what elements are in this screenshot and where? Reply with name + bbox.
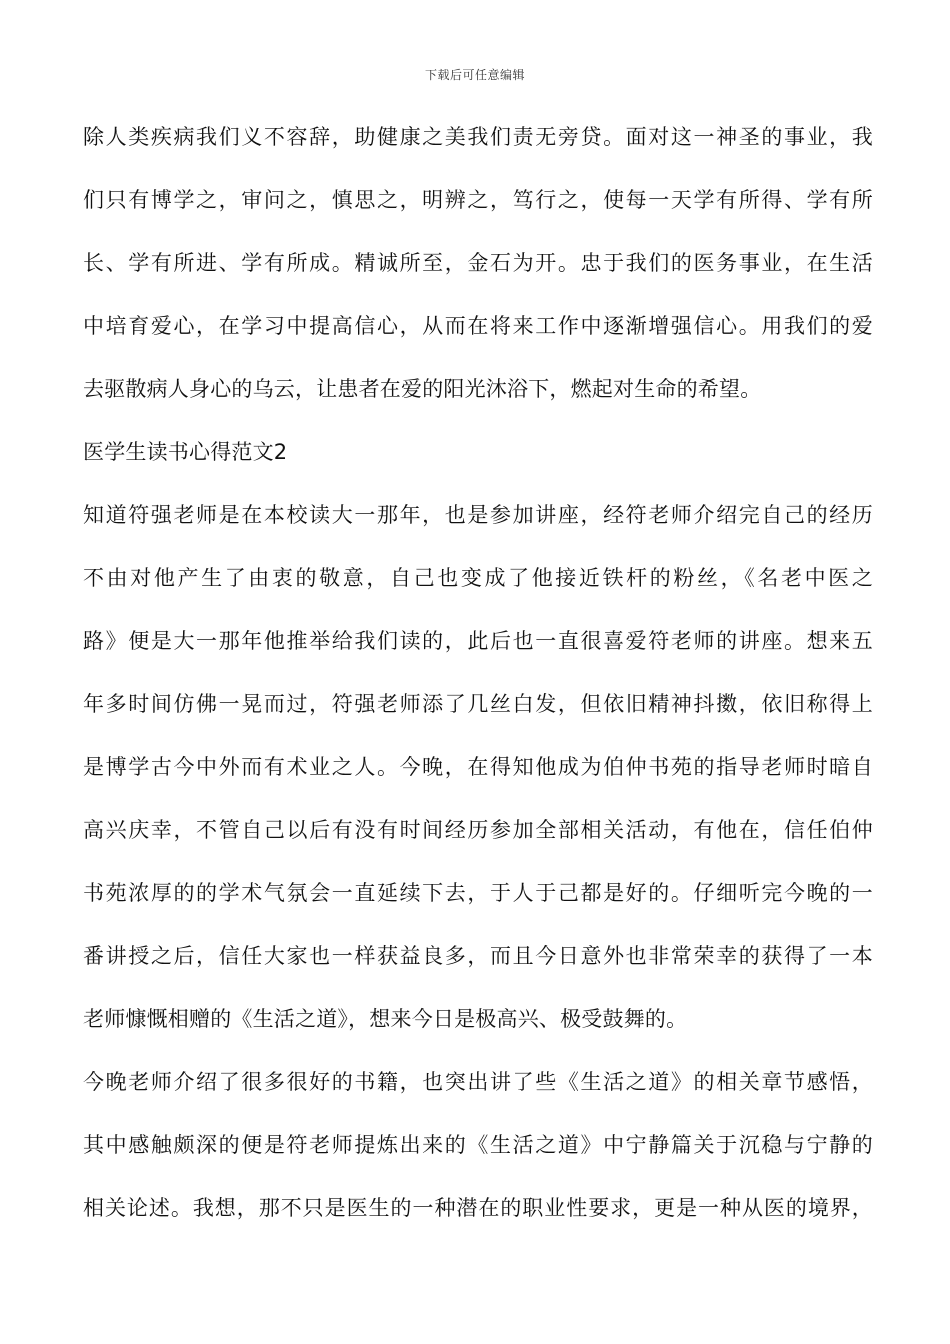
paragraph-line: 去驱散病人身心的乌云，让患者在爱的阳光沐浴下，燃起对生命的希望。 [83,377,762,401]
paragraph-line: 中培育爱心，在学习中提高信心，从而在将来工作中逐渐增强信心。用我们的爱 [83,314,873,338]
paragraph-line: 是博学古今中外而有术业之人。今晚，在得知他成为伯仲书苑的指导老师时暗自 [83,755,873,779]
section-heading: 医学生读书心得范文2 [83,440,288,464]
paragraph-line: 年多时间仿佛一晃而过，符强老师添了几丝白发，但依旧精神抖擞，依旧称得上 [83,692,873,716]
paragraph-line: 相关论述。我想，那不只是医生的一种潜在的职业性要求，更是一种从医的境界， [83,1196,873,1220]
paragraph-line: 路》便是大一那年他推举给我们读的，此后也一直很喜爱符老师的讲座。想来五 [83,629,873,653]
paragraph-line: 不由对他产生了由衷的敬意，自己也变成了他接近铁杆的粉丝，《名老中医之 [83,566,873,590]
document-body [83,115,873,1249]
paragraph-line: 今晚老师介绍了很多很好的书籍，也突出讲了些《生活之道》的相关章节感悟， [83,1070,873,1094]
paragraph-line: 高兴庆幸，不管自己以后有没有时间经历参加全部相关活动，有他在，信任伯仲 [83,818,873,842]
paragraph-line: 知道符强老师是在本校读大一那年，也是参加讲座，经符老师介绍完自己的经历 [83,503,873,527]
paragraph-line: 其中感触颇深的便是符老师提炼出来的《生活之道》中宁静篇关于沉稳与宁静的 [83,1133,873,1157]
paragraph-line: 除人类疾病我们义不容辞，助健康之美我们责无旁贷。面对这一神圣的事业，我 [83,125,873,149]
paragraph-line: 番讲授之后，信任大家也一样获益良多，而且今日意外也非常荣幸的获得了一本 [83,944,873,968]
paragraph-line: 老师慷慨相赠的《生活之道》，想来今日是极高兴、极受鼓舞的。 [83,1007,688,1031]
paragraph-line: 长、学有所进、学有所成。精诚所至，金石为开。忠于我们的医务事业，在生活 [83,251,873,275]
paragraph-line: 书苑浓厚的的学术气氛会一直延续下去，于人于己都是好的。仔细听完今晚的一 [83,881,873,905]
page-header-note: 下载后可任意编辑 [424,68,525,82]
paragraph-line: 们只有博学之，审问之，慎思之，明辨之，笃行之，使每一天学有所得、学有所 [83,188,873,212]
